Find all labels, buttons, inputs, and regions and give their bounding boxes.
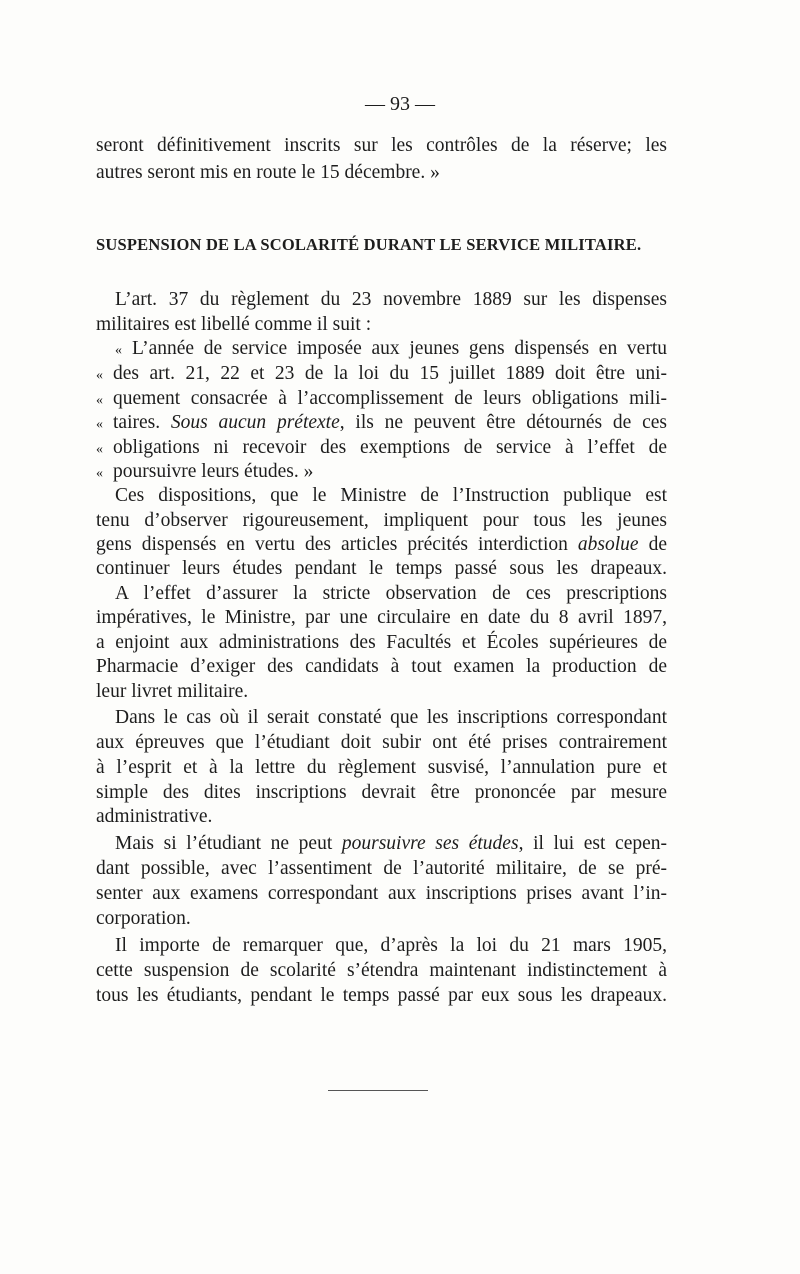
text-line: tenu d’observer rigoureusement, impliquent pour tous les jeunes (96, 510, 667, 531)
section-heading: SUSPENSION DE LA SCOLARITÉ DURANT LE SERVICE MILITAIRE. (96, 235, 642, 254)
text-line: Mais si l’étudiant ne peut poursuivre ses études, il lui est cepen- (115, 833, 668, 854)
quote-line: « des art. 21, 22 et 23 de la loi du 15 juillet 1889 doit être uni- (96, 362, 667, 388)
text-line: militaires est libellé comme il suit : (96, 314, 372, 335)
text-line: gens dispensés en vertu des articles précités interdiction absolue de (96, 534, 667, 555)
italic-text: absolue (577, 534, 639, 555)
text-line: impératives, le Ministre, par une circulaire en date du 8 avril 1897, (96, 607, 667, 628)
quote-mark: « (96, 466, 103, 481)
quote-mark: « (96, 393, 103, 408)
text-line: Pharmacie d’exiger des candidats à tout examen la production de (96, 656, 667, 677)
quote-line: « L’année de service imposée aux jeunes gens dispensés en vertu (115, 337, 667, 363)
page-number: — 93 — (365, 93, 435, 115)
text-line: simple des dites inscriptions devrait être prononcée par mesure (96, 782, 667, 803)
quote-line: « taires. Sous aucun prétexte, ils ne peuvent être détournés de ces (96, 411, 667, 437)
text-line: leur livret militaire. (96, 681, 249, 702)
quote-mark: « (96, 417, 103, 432)
italic-text: poursuivre ses études (341, 833, 519, 854)
quote-mark: « (115, 343, 122, 358)
italic-text: Sous aucun prétexte (170, 412, 340, 433)
text-line: continuer leurs études pendant le temps passé sous les drapeaux. (96, 558, 667, 579)
text-line: senter aux examens correspondant aux inscriptions prises avant l’in- (96, 883, 667, 904)
text-line: aux épreuves que l’étudiant doit subir ont été prises contrairement (96, 732, 667, 753)
text-line: tous les étudiants, pendant le temps passé par eux sous les drapeaux. (96, 985, 667, 1006)
quote-line: « obligations ni recevoir des exemptions de service à l’effet de (96, 436, 667, 462)
quote-line: « quement consacrée à l’accomplissement de leurs obligations mili- (96, 387, 667, 413)
text-line: Dans le cas où il serait constaté que les inscriptions correspondant (115, 707, 667, 728)
text-line: Il importe de remarquer que, d’après la loi du 21 mars 1905, (115, 935, 667, 956)
end-rule-divider (328, 1090, 428, 1091)
text-line: corporation. (96, 908, 191, 929)
text-line: administrative. (96, 806, 213, 827)
quote-line: « poursuivre leurs études. » (96, 460, 667, 486)
text-line: a enjoint aux administrations des Facultés et Écoles supérieures de (96, 632, 667, 653)
text-line: cette suspension de scolarité s’étendra maintenant indistinctement à (96, 960, 667, 981)
text-line: à l’esprit et à la lettre du règlement susvisé, l’annulation pure et (96, 757, 667, 778)
quote-mark: « (96, 442, 103, 457)
quote-mark: « (96, 368, 103, 383)
text-line: dant possible, avec l’assentiment de l’autorité militaire, de se pré- (96, 858, 667, 879)
text-line: L’art. 37 du règlement du 23 novembre 1889 sur les dispenses (115, 289, 667, 310)
text-line: seront définitivement inscrits sur les contrôles de la réserve; les (96, 135, 667, 156)
text-line: Ces dispositions, que le Ministre de l’Instruction publique est (115, 485, 667, 506)
text-line: A l’effet d’assurer la stricte observation de ces prescriptions (115, 583, 667, 604)
text-line: autres seront mis en route le 15 décembre. » (96, 162, 440, 183)
